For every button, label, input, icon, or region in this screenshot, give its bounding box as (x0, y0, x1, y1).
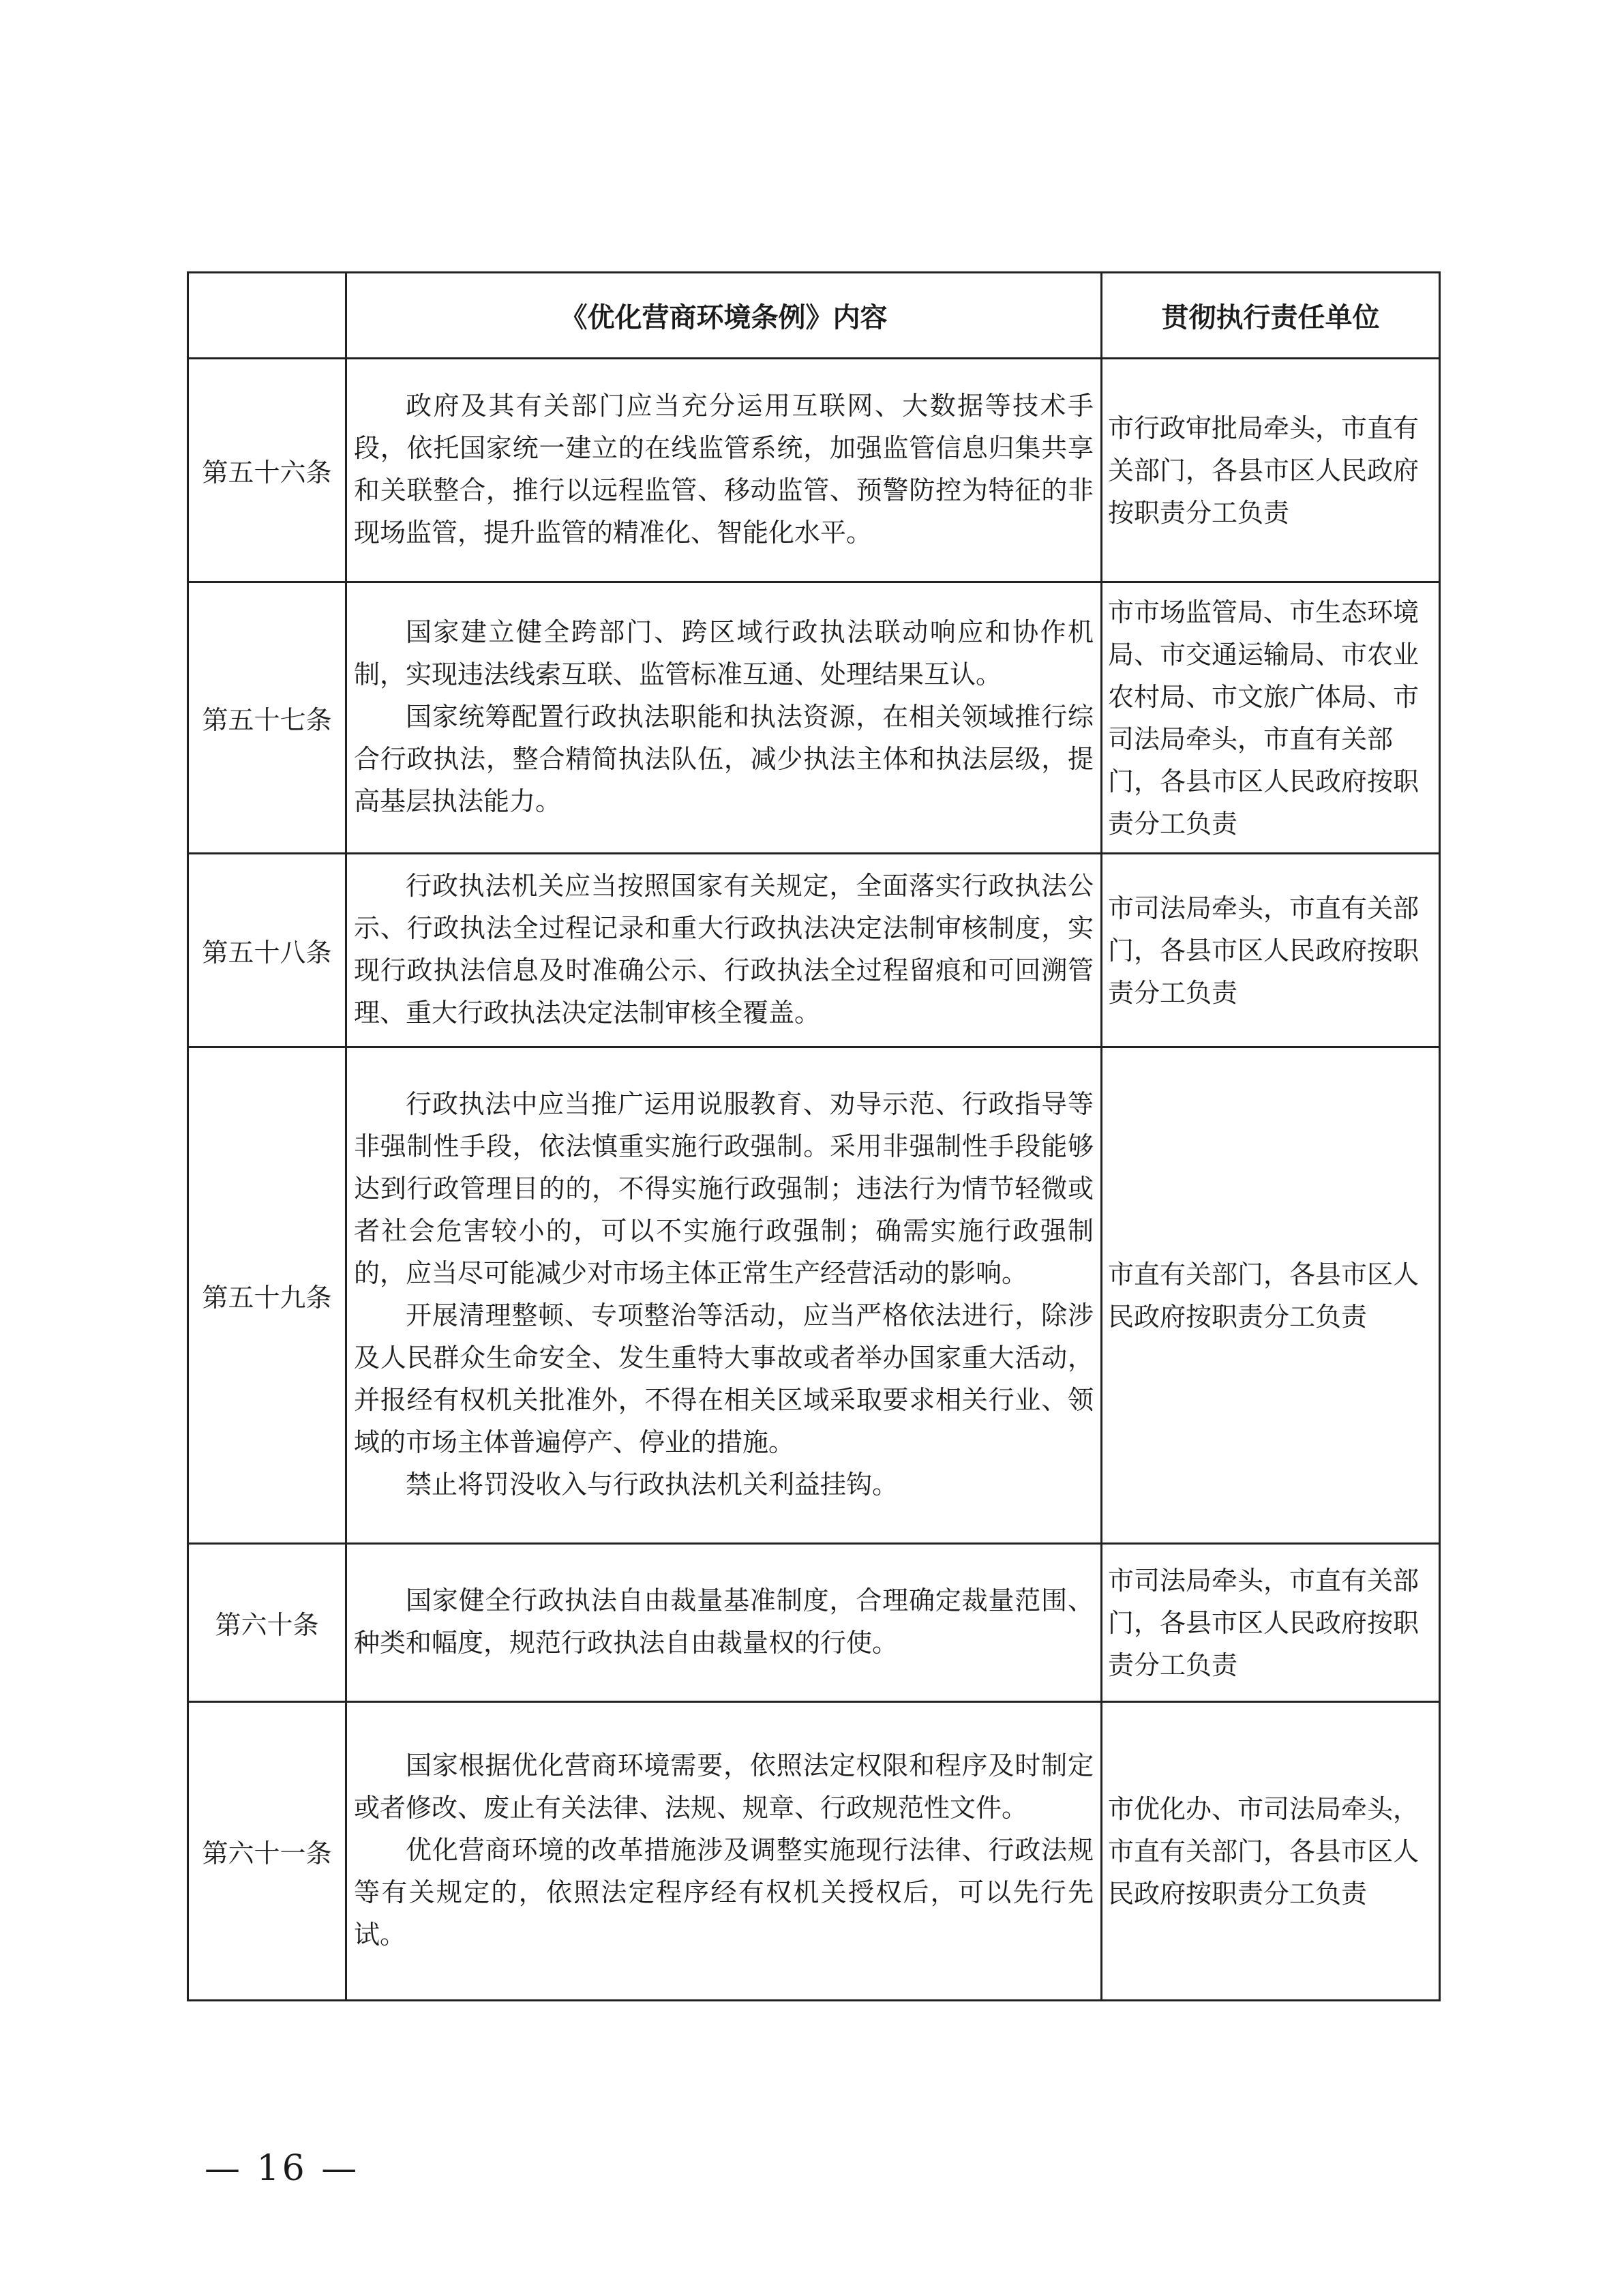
article-number: 第五十九条 (188, 1047, 346, 1544)
responsible-unit: 市市场监管局、市生态环境局、市交通运输局、市农业农村局、市文旅广体局、市司法局牵头，市直有关部门，各县市区人民政府按职责分工负责 (1102, 582, 1440, 854)
content-paragraph: 开展清理整顿、专项整治等活动，应当严格依法进行，除涉及人民群众生命安全、发生重特大事故或者举办国家重大活动，并报经有权机关批准外，不得在相关区域采取要求相关行业、领域的市场主体普遍停产、停业的措施。 (354, 1300, 1094, 1457)
content-paragraph: 国家建立健全跨部门、跨区域行政执法联动响应和协作机制，实现违法线索互联、监管标准互通、处理结果互认。 (354, 616, 1094, 689)
table-row (188, 582, 1440, 854)
content-paragraph: 国家健全行政执法自由裁量基准制度，合理确定裁量范围、种类和幅度，规范行政执法自由裁量权的行使。 (354, 1585, 1094, 1658)
article-content (346, 854, 1102, 1047)
article-number: 第六十一条 (188, 1702, 346, 2001)
content-paragraph: 国家统筹配置行政执法职能和执法资源，在相关领域推行综合行政执法，整合精简执法队伍，减少执法主体和执法层级，提高基层执法能力。 (354, 701, 1094, 816)
content-paragraph: 禁止将罚没收入与行政执法机关利益挂钩。 (406, 1469, 899, 1500)
header-article (188, 273, 346, 359)
article-content (346, 359, 1102, 582)
table-row (188, 359, 1440, 582)
article-number: 第六十条 (188, 1544, 346, 1702)
content-paragraph: 行政执法机关应当按照国家有关规定，全面落实行政执法公示、行政执法全过程记录和重大行政执法决定法制审核制度，实现行政执法信息及时准确公示、行政执法全过程留痕和可回溯管理、重大行政执法决定法制审核全覆盖。 (354, 870, 1094, 1028)
content-paragraph: 优化营商环境的改革措施涉及调整实施现行法律、行政法规等有关规定的，依照法定程序经有权机关授权后，可以先行先试。 (354, 1834, 1094, 1950)
responsible-unit: 市行政审批局牵头，市直有关部门，各县市区人民政府按职责分工负责 (1102, 359, 1440, 582)
article-number: 第五十八条 (188, 854, 346, 1047)
content-paragraph: 行政执法中应当推广运用说服教育、劝导示范、行政指导等非强制性手段，依法慎重实施行政强制。采用非强制性手段能够达到行政管理目的的，不得实施行政强制；违法行为情节轻微或者社会危害较小的，可以不实施行政强制；确需实施行政强制的，应当尽可能减少对市场主体正常生产经营活动的影响。 (354, 1088, 1094, 1288)
responsible-unit: 市优化办、市司法局牵头，市直有关部门，各县市区人民政府按职责分工负责 (1102, 1702, 1440, 2001)
responsibility-table (187, 271, 1441, 2001)
table-row (188, 1047, 1440, 1544)
table-row (188, 1702, 1440, 2001)
article-content (346, 582, 1102, 854)
table-header-row (188, 273, 1440, 359)
header-unit: 贯彻执行责任单位 (1102, 273, 1440, 359)
table-row (188, 1544, 1440, 1702)
page-number: — 16 — (205, 2148, 360, 2189)
table-row (188, 854, 1440, 1047)
article-content (346, 1702, 1102, 2001)
content-paragraph: 政府及其有关部门应当充分运用互联网、大数据等技术手段，依托国家统一建立的在线监管系统，加强监管信息归集共享和关联整合，推行以远程监管、移动监管、预警防控为特征的非现场监管，提升监管的精准化、智能化水平。 (354, 390, 1094, 548)
article-content (346, 1047, 1102, 1544)
responsible-unit: 市直有关部门，各县市区人民政府按职责分工负责 (1102, 1047, 1440, 1544)
header-content: 《优化营商环境条例》内容 (346, 273, 1102, 359)
content-paragraph: 国家根据优化营商环境需要，依照法定权限和程序及时制定或者修改、废止有关法律、法规、规章、行政规范性文件。 (354, 1750, 1094, 1823)
article-number: 第五十七条 (188, 582, 346, 854)
article-number: 第五十六条 (188, 359, 346, 582)
responsible-unit: 市司法局牵头，市直有关部门，各县市区人民政府按职责分工负责 (1102, 1544, 1440, 1702)
article-content (346, 1544, 1102, 1702)
responsible-unit: 市司法局牵头，市直有关部门，各县市区人民政府按职责分工负责 (1102, 854, 1440, 1047)
